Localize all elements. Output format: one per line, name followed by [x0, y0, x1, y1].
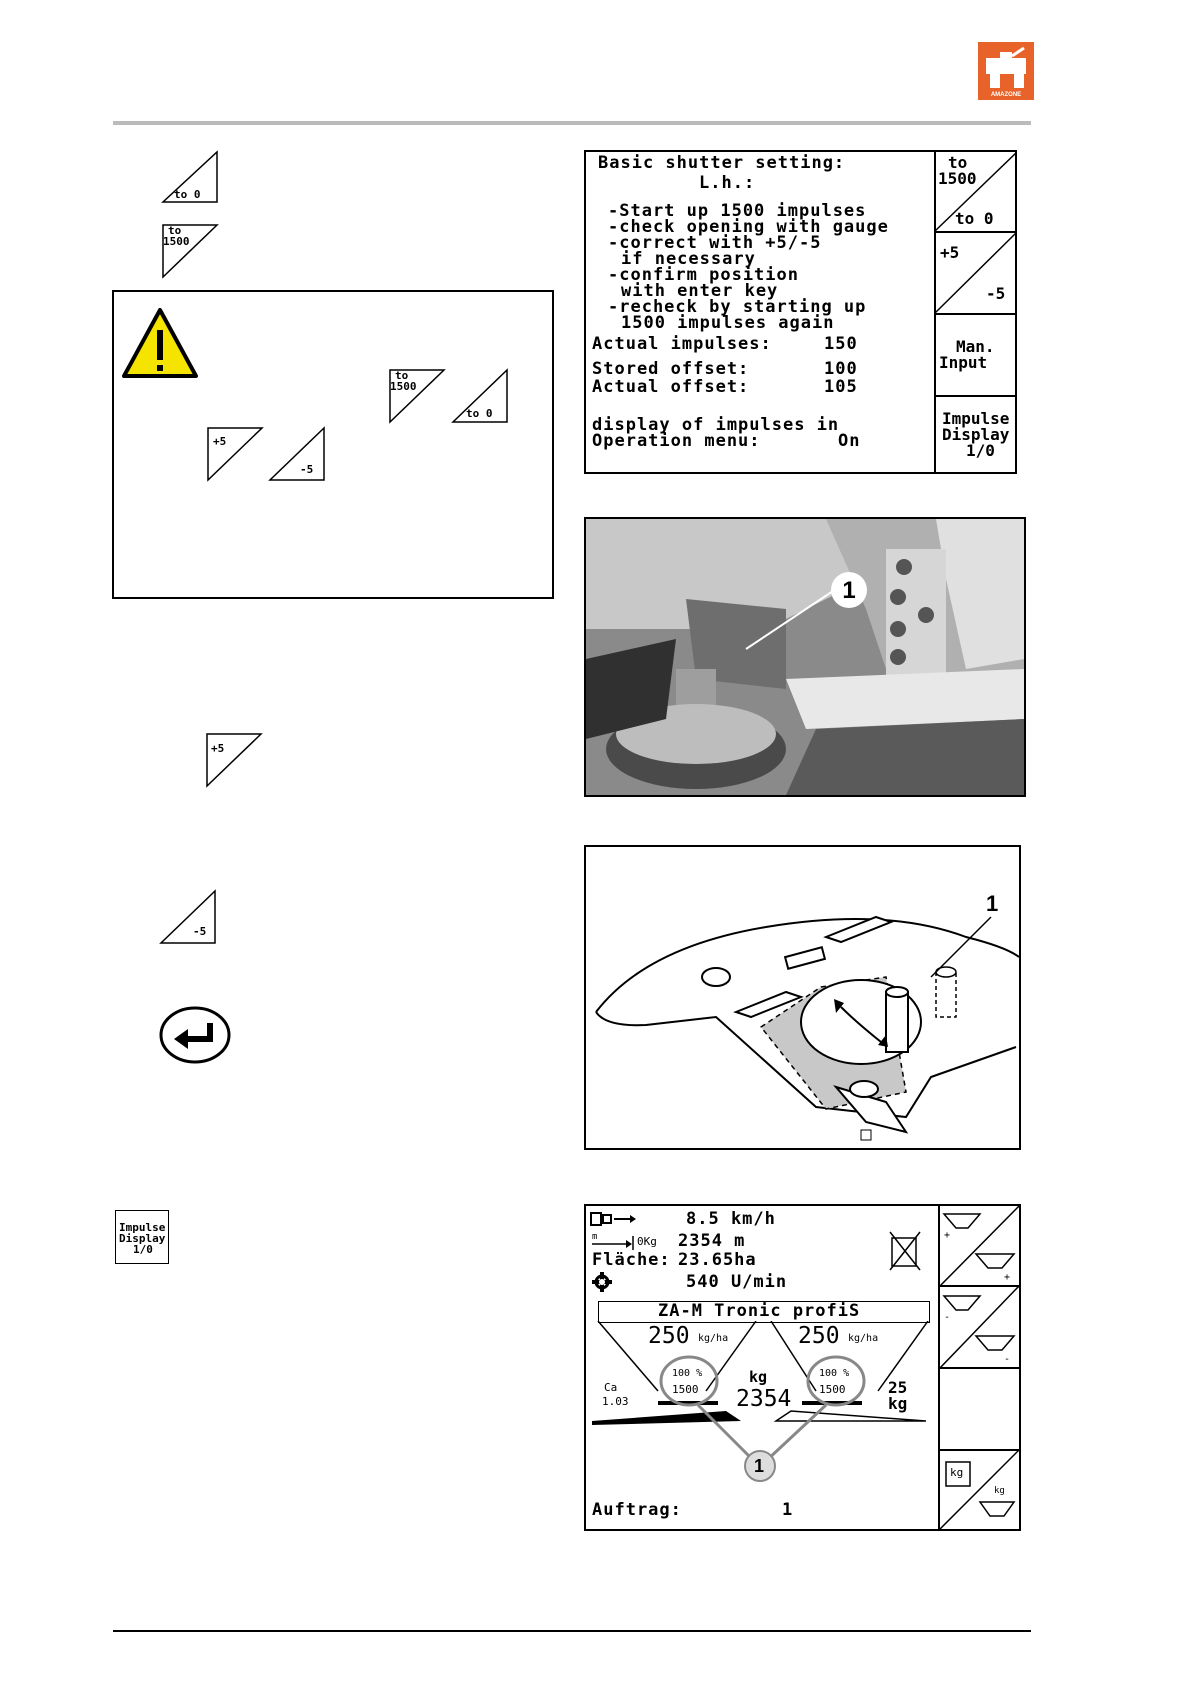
center-value: 2354 — [736, 1386, 792, 1412]
impulse-key-label-3: 1/0 — [133, 1243, 153, 1256]
right-rate-value: 250 — [798, 1323, 840, 1349]
to-1500-key-label-1: to — [168, 224, 182, 237]
screen-line-5: -correct with +5/-5 — [608, 233, 822, 253]
softkey-man-input-label-1[interactable]: Man. — [956, 337, 995, 356]
to-1500-key-label-2: 1500 — [163, 235, 190, 248]
display-impulses-value: On — [838, 431, 861, 451]
warning-box — [112, 290, 554, 599]
amazone-logo — [978, 42, 1034, 100]
to-zero-key-label: to 0 — [174, 188, 201, 201]
actual-impulses-value: 150 — [824, 334, 858, 354]
screen-line-7: -confirm position — [608, 265, 799, 285]
left-percent: 100 % — [672, 1368, 703, 1379]
stored-offset-label: Stored offset: — [592, 359, 750, 379]
screen-line-10: 1500 impulses again — [621, 313, 835, 333]
softkey-to-1500-label-2[interactable]: 1500 — [938, 169, 977, 188]
kg-fill-softkey-label[interactable]: kg — [994, 1486, 1005, 1496]
svg-text:-: - — [944, 1312, 951, 1323]
area-value: 23.65ha — [678, 1250, 757, 1270]
spreader-photo-image — [586, 519, 1024, 795]
enter-key-icon — [158, 1005, 232, 1065]
auftrag-label: Auftrag: — [592, 1500, 682, 1520]
distance-icon — [590, 1230, 638, 1250]
actual-offset-label: Actual offset: — [592, 377, 750, 397]
rpm-value: 540 U/min — [686, 1272, 788, 1292]
screen-line-2: L.h.: — [699, 173, 756, 193]
screen-line-3: -Start up 1500 impulses — [608, 201, 867, 221]
right-rate-unit: kg/ha — [848, 1333, 879, 1344]
plus5-key-label: +5 — [211, 742, 225, 755]
shutter-diagram — [584, 845, 1021, 1150]
svg-text:+: + — [1004, 1272, 1011, 1283]
speed-icon — [590, 1210, 636, 1230]
screen-line-4: -check opening with gauge — [608, 217, 889, 237]
svg-text:-: - — [1004, 1354, 1011, 1365]
left-rate-unit: kg/ha — [698, 1333, 729, 1344]
warning-minus5-label: -5 — [300, 463, 314, 476]
stored-offset-value: 100 — [824, 359, 858, 379]
operation-callout-1: 1 — [754, 1456, 765, 1476]
right-percent: 100 % — [819, 1368, 850, 1379]
no-tank-icon — [888, 1230, 922, 1272]
shutter-diagram-drawing — [586, 847, 1019, 1148]
left-impulses: 1500 — [672, 1383, 699, 1396]
kg-softkey-label[interactable]: kg — [950, 1466, 964, 1479]
operation-screen — [584, 1204, 1021, 1531]
photo-callout-1: 1 — [842, 577, 856, 604]
area-label: Fläche: — [592, 1250, 671, 1270]
softkey-plus5-label[interactable]: +5 — [940, 243, 960, 262]
spreader-photo — [584, 517, 1026, 797]
plus5-key-icon — [205, 732, 263, 788]
softkey-impulse-label-2[interactable]: Display — [942, 425, 1010, 444]
screen-line-8: with enter key — [621, 281, 779, 301]
softkey-to-1500-label-1[interactable]: to — [948, 153, 968, 172]
svg-text:+: + — [944, 1230, 951, 1241]
footer-rule — [113, 1630, 1031, 1632]
softkey-impulse-label-1[interactable]: Impulse — [942, 409, 1010, 428]
display-impulses-line-1: display of impulses in — [592, 415, 840, 435]
right-impulses: 1500 — [819, 1383, 846, 1396]
distance-unit: 0Kg — [637, 1235, 657, 1248]
impulse-key-label-1: Impulse — [119, 1221, 166, 1234]
ca-value: 1.03 — [602, 1395, 629, 1408]
impulse-key-label-2: Display — [119, 1232, 166, 1245]
display-impulses-line-2: Operation menu: — [592, 431, 761, 451]
left-rate-value: 250 — [648, 1323, 690, 1349]
operation-softkey-icons — [940, 1206, 1019, 1529]
logo-text: AMAZONE — [990, 92, 1022, 98]
warning-minus5-key-icon — [268, 426, 326, 482]
screen-line-6: if necessary — [621, 249, 756, 269]
screen-line-1: Basic shutter setting: — [598, 153, 846, 173]
softkey-to-zero-label[interactable]: to 0 — [955, 209, 994, 228]
actual-impulses-label: Actual impulses: — [592, 334, 772, 354]
warning-plus5-label: +5 — [213, 435, 227, 448]
ca-label: Ca — [604, 1381, 618, 1394]
svg-text:m: m — [592, 1232, 598, 1242]
diagram-callout-1: 1 — [986, 891, 999, 916]
screen-line-9: -recheck by starting up — [608, 297, 867, 317]
right-kg-unit: kg — [888, 1394, 908, 1413]
speed-value: 8.5 km/h — [686, 1209, 776, 1229]
softkey-minus5-label[interactable]: -5 — [986, 284, 1006, 303]
minus5-key-icon — [159, 889, 217, 945]
right-kg-value: 25 — [888, 1378, 908, 1397]
warning-to-1500-label-2: 1500 — [390, 380, 417, 393]
warning-to-zero-label: to 0 — [466, 407, 493, 420]
header-rule — [113, 121, 1031, 125]
center-unit: kg — [749, 1368, 768, 1386]
softkey-impulse-label-3[interactable]: 1/0 — [966, 441, 995, 460]
auftrag-value: 1 — [782, 1500, 794, 1520]
actual-offset-value: 105 — [824, 377, 858, 397]
shutter-setting-screen — [584, 150, 1017, 474]
warning-to-1500-label-1: to — [395, 369, 409, 382]
softkey-man-input-label-2[interactable]: Input — [939, 353, 988, 372]
minus5-key-label: -5 — [193, 925, 207, 938]
pto-gear-icon — [592, 1272, 612, 1292]
distance-value: 2354 m — [678, 1231, 746, 1251]
machine-name: ZA-M Tronic profiS — [658, 1301, 861, 1321]
warning-triangle-icon — [120, 306, 200, 380]
